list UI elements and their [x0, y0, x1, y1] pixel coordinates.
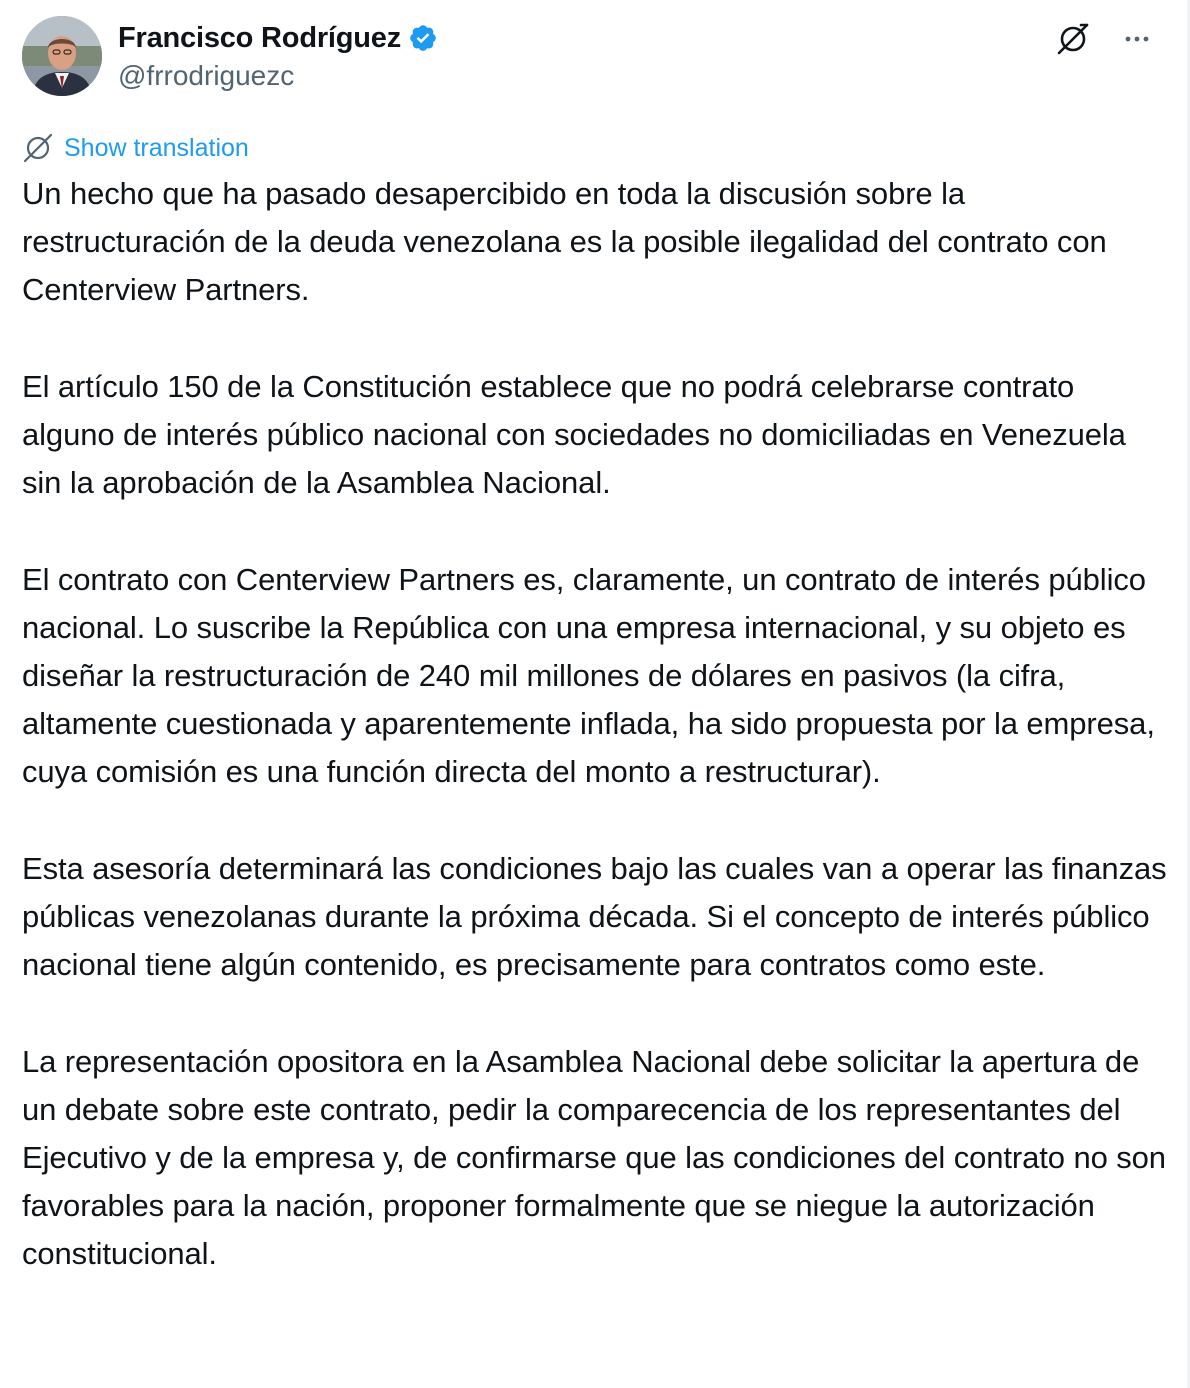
verified-badge-icon[interactable]: [408, 23, 438, 53]
tweet-paragraph: La representación opositora en la Asamblea Nacional debe solicitar la apertura de un debate sobre este contrato, pedir la comparecencia de los representantes del Ejecutivo y de la empresa y, de confirmarse que las condiciones del contrato no son favorables para la nación, proponer formalmente que se niegue la autorización constitucional.: [22, 1043, 1166, 1272]
avatar[interactable]: [22, 16, 102, 96]
grok-translate-icon: [22, 132, 54, 164]
translation-row: [22, 130, 249, 166]
display-name[interactable]: Francisco Rodríguez: [118, 21, 402, 54]
tweet-header: [22, 16, 1168, 98]
tweet-paragraph: El contrato con Centerview Partners es, claramente, un contrato de interés público nacional. Lo suscribe la República con una empresa internacional, y su objeto es diseñar la restructuración de 240 mil millones de dólares en pasivos (la cifra, altamente cuestionada y aparentemente inflada, ha sido propuesta por la empresa, cuya comisión es una función directa del monto a restructurar).: [22, 561, 1155, 790]
show-translation-link[interactable]: Show translation: [64, 133, 249, 162]
tweet-paragraph: El artículo 150 de la Constitución establece que no podrá celebrarse contrato alguno de interés público nacional con sociedades no domiciliadas en Venezuela sin la aprobación de la Asamblea Nacional.: [22, 368, 1126, 501]
tweet-paragraph: Esta asesoría determinará las condiciones bajo las cuales van a operar las finanzas públicas venezolanas durante la próxima década. Si el concepto de interés público nacional tiene algún contenido, es precisamente para contratos como este.: [22, 850, 1167, 983]
author-names: [118, 20, 438, 92]
grok-icon[interactable]: [1056, 22, 1090, 56]
author-handle[interactable]: @frrodriguezc: [118, 60, 295, 91]
header-actions: [1056, 22, 1154, 56]
tweet-paragraph: Un hecho que ha pasado desapercibido en toda la discusión sobre la restructuración de la deuda venezolana es la posible ilegalidad del contrato con Centerview Partners.: [22, 176, 1107, 308]
more-horizontal-icon[interactable]: [1120, 22, 1154, 56]
display-name-row: [118, 20, 438, 56]
tweet-text: [22, 170, 1172, 1279]
